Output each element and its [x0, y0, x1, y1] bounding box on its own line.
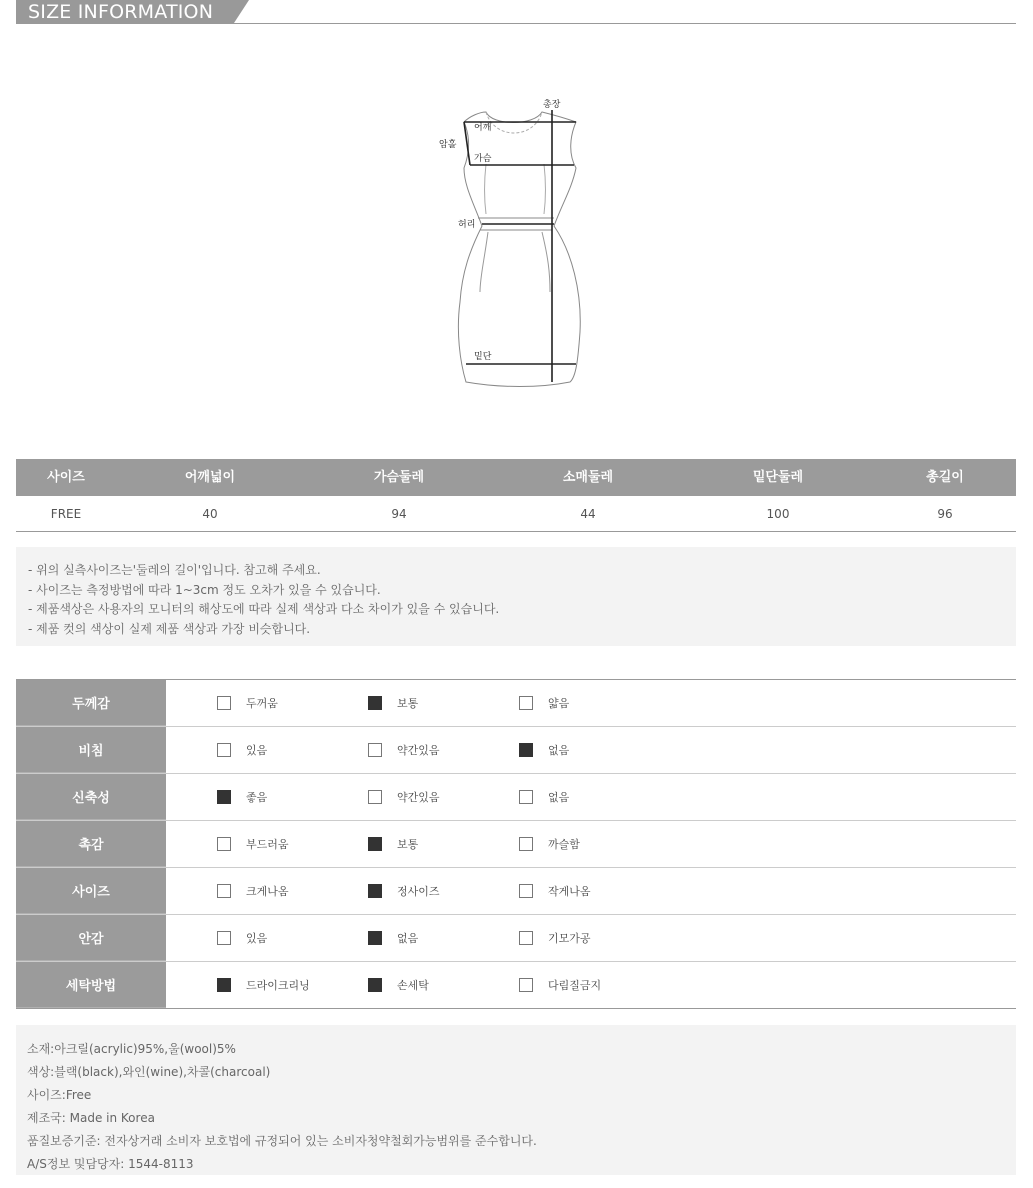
feature-label: 세탁방법 — [16, 962, 166, 1008]
feature-options — [166, 962, 1016, 1008]
feature-option — [519, 774, 569, 820]
size-value-cell: 40 — [202, 507, 218, 521]
feature-options — [166, 915, 1016, 961]
feature-option — [519, 821, 580, 867]
feature-option — [519, 915, 591, 961]
feature-option — [519, 868, 591, 914]
feature-row — [16, 821, 1016, 868]
feature-option-label: 까슬함 — [548, 838, 580, 851]
feature-option-label: 손세탁 — [397, 979, 429, 992]
feature-row — [16, 727, 1016, 774]
feature-row — [16, 962, 1016, 1009]
info-color: 색상:블랙(black),와인(wine),차콜(charcoal) — [27, 1065, 271, 1079]
info-size: 사이즈:Free — [27, 1088, 92, 1102]
section-title: SIZE INFORMATION — [28, 1, 214, 23]
feature-row — [16, 868, 1016, 915]
label-hem: 밑단 — [474, 352, 492, 362]
size-table-header — [16, 459, 1016, 496]
feature-option — [519, 962, 601, 1008]
feature-row — [16, 915, 1016, 962]
info-warranty: 품질보증기준: 전자상거래 소비자 보호법에 규정되어 있는 소비자청약철회가능범위를 준수합니다. — [27, 1134, 537, 1148]
size-notes — [16, 547, 1016, 646]
feature-option-label: 없음 — [548, 744, 570, 757]
feature-option-label: 기모가공 — [548, 932, 591, 945]
size-header-cell: 가슴둘레 — [373, 470, 425, 485]
feature-label: 사이즈 — [16, 868, 166, 914]
feature-option — [217, 821, 289, 867]
feature-label: 신축성 — [16, 774, 166, 820]
feature-option — [368, 962, 429, 1008]
feature-label: 촉감 — [16, 821, 166, 867]
feature-option-label: 드라이크리닝 — [246, 979, 310, 992]
dress-seam-left — [485, 164, 487, 214]
header-underline — [16, 23, 1016, 24]
dress-dart-right — [542, 232, 550, 292]
info-as-contact: A/S정보 및담당자: 1544-8113 — [27, 1157, 194, 1171]
feature-option — [519, 727, 569, 773]
feature-option-label: 두꺼움 — [246, 697, 278, 710]
fabric-features-table — [16, 679, 1016, 1009]
unchecked-box-icon — [368, 790, 382, 804]
feature-option — [368, 821, 418, 867]
feature-options — [166, 774, 1016, 820]
checked-box-icon — [368, 884, 382, 898]
feature-option-label: 보통 — [397, 838, 419, 851]
size-value-cell: FREE — [50, 507, 82, 521]
feature-option-label: 없음 — [397, 932, 419, 945]
feature-option-label: 약간있음 — [397, 791, 440, 804]
checked-box-icon — [217, 978, 231, 992]
header-tab-tip — [234, 0, 249, 23]
checked-box-icon — [368, 978, 382, 992]
feature-options — [166, 868, 1016, 914]
checked-box-icon — [368, 837, 382, 851]
unchecked-box-icon — [519, 978, 533, 992]
feature-option-label: 보통 — [397, 697, 419, 710]
label-total-length: 총장 — [543, 100, 561, 110]
size-value-cell: 44 — [580, 507, 596, 521]
size-table-row — [16, 496, 1016, 532]
feature-label: 두께감 — [16, 680, 166, 726]
feature-option-label: 얇음 — [548, 697, 570, 710]
feature-option-label: 작게나옴 — [548, 885, 591, 898]
checked-box-icon — [368, 931, 382, 945]
feature-options — [166, 680, 1016, 726]
label-armhole: 암홀 — [439, 140, 457, 150]
unchecked-box-icon — [519, 696, 533, 710]
feature-options — [166, 727, 1016, 773]
feature-option — [368, 868, 440, 914]
unchecked-box-icon — [217, 837, 231, 851]
unchecked-box-icon — [519, 884, 533, 898]
unchecked-box-icon — [519, 790, 533, 804]
unchecked-box-icon — [217, 743, 231, 757]
info-origin: 제조국: Made in Korea — [27, 1111, 155, 1125]
feature-options — [166, 821, 1016, 867]
feature-option-label: 다림질금지 — [548, 979, 602, 992]
feature-option — [217, 962, 310, 1008]
size-table — [16, 459, 1016, 532]
feature-option-label: 정사이즈 — [397, 885, 440, 898]
dress-measurement-diagram — [430, 92, 600, 392]
note-line: - 제품색상은 사용자의 모니터의 해상도에 따라 실제 색상과 다소 차이가 있을 수 있습니다. — [28, 602, 500, 616]
feature-option — [217, 774, 267, 820]
feature-option-label: 크게나옴 — [246, 885, 289, 898]
feature-option — [217, 727, 267, 773]
note-line: - 위의 실측사이즈는'둘레의 길이'입니다. 참고해 주세요. — [28, 563, 321, 577]
size-header-cell: 어깨넓이 — [184, 470, 236, 485]
checked-box-icon — [519, 743, 533, 757]
feature-option — [217, 680, 278, 726]
feature-option-label: 좋음 — [246, 791, 268, 804]
dress-seam-right — [544, 164, 546, 214]
label-shoulder: 어깨 — [474, 123, 492, 133]
section-header — [16, 0, 1016, 24]
feature-option — [368, 727, 440, 773]
feature-row — [16, 774, 1016, 821]
size-header-cell: 밑단둘레 — [752, 470, 804, 485]
unchecked-box-icon — [368, 743, 382, 757]
feature-label: 비침 — [16, 727, 166, 773]
size-value-cell: 100 — [766, 507, 790, 521]
unchecked-box-icon — [217, 931, 231, 945]
feature-option-label: 있음 — [246, 744, 268, 757]
note-line: - 사이즈는 측정방법에 따라 1~3cm 정도 오차가 있을 수 있습니다. — [28, 582, 381, 597]
size-header-cell: 소매둘레 — [562, 470, 614, 485]
size-header-cell: 사이즈 — [47, 470, 85, 485]
feature-option — [519, 680, 569, 726]
checked-box-icon — [217, 790, 231, 804]
unchecked-box-icon — [519, 837, 533, 851]
feature-option-label: 없음 — [548, 791, 570, 804]
size-header-cell: 총길이 — [926, 470, 964, 485]
feature-row — [16, 680, 1016, 727]
unchecked-box-icon — [217, 696, 231, 710]
feature-option — [217, 915, 267, 961]
label-waist: 허리 — [458, 220, 476, 230]
feature-option — [368, 680, 418, 726]
product-info — [16, 1025, 1016, 1175]
feature-option — [368, 915, 418, 961]
label-chest: 가슴 — [474, 154, 492, 164]
unchecked-box-icon — [217, 884, 231, 898]
size-value-cell: 94 — [391, 507, 407, 521]
dress-diagram-svg — [430, 92, 600, 392]
feature-label: 안감 — [16, 915, 166, 961]
feature-option-label: 있음 — [246, 932, 268, 945]
unchecked-box-icon — [519, 931, 533, 945]
feature-option-label: 부드러움 — [246, 838, 289, 851]
info-material: 소재:아크릴(acrylic)95%,울(wool)5% — [27, 1042, 236, 1056]
dress-dart-left — [480, 232, 488, 292]
feature-option-label: 약간있음 — [397, 744, 440, 757]
size-value-cell: 96 — [937, 507, 953, 521]
feature-option — [368, 774, 440, 820]
checked-box-icon — [368, 696, 382, 710]
note-line: - 제품 컷의 색상이 실제 제품 색상과 가장 비슷합니다. — [28, 621, 311, 636]
feature-option — [217, 868, 289, 914]
